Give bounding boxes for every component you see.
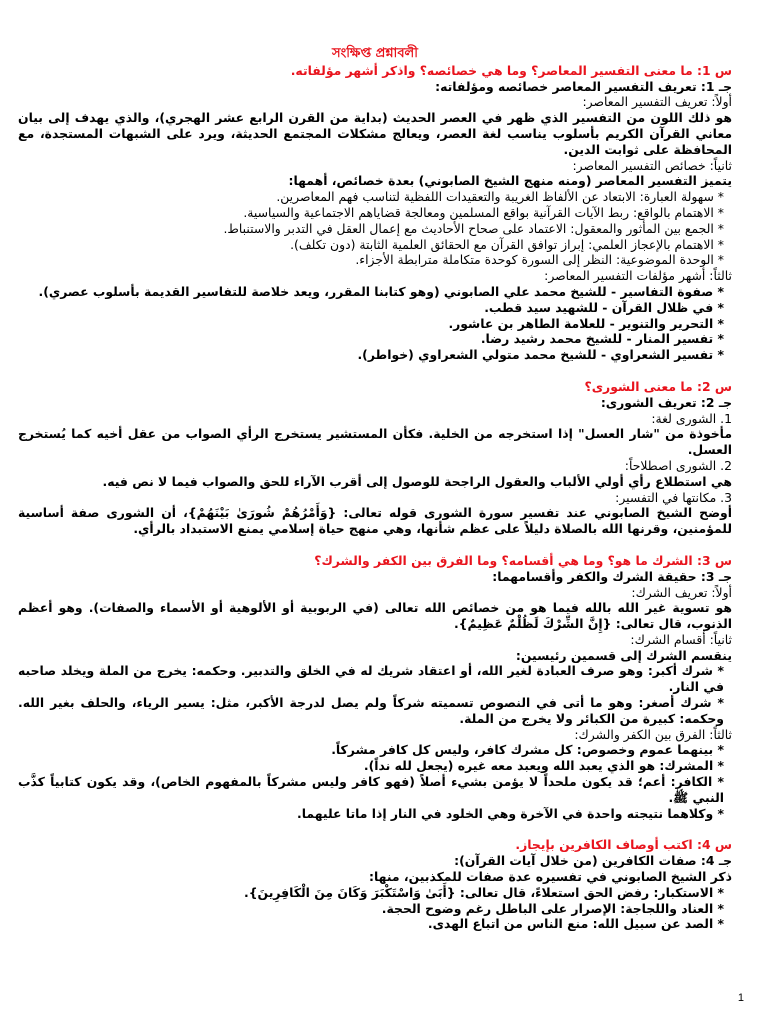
answer-line: * الوحدة الموضوعية: النظر إلى السورة كوحدة متكاملة مترابطة الأجزاء. [355, 252, 724, 268]
answer-line: * سهولة العبارة: الابتعاد عن الألفاظ الغريبة والتعقيدات اللفظية لتناسب فهم المعاصرين. [276, 189, 724, 205]
answer-line: هو ذلك اللون من التفسير الذي ظهر في العصر الحديث (بداية من القرن الرابع عشر الهجري)، والذي يهدف إلى بيان معاني القرآن الكريم بأسلوب يناسب لغة العصر، ويعالج مشكلات المجتمع الحديثة، ويرد على الشبهات المستجدة، مع المحافظة على ثوابت الدين. [18, 110, 732, 157]
answer-line: * وكلاهما نتيجته واحدة في الآخرة وهي الخلود في النار إذا ماتا عليهما. [297, 805, 724, 821]
answer-line: * الاستكبار: رفض الحق استعلاءً، قال تعالى: {أَبَىٰ وَاسْتَكْبَرَ وَكَانَ مِنَ الْكَافِرِينَ}. [244, 884, 724, 900]
answer-line: ذكر الشيخ الصابوني في تفسيره عدة صفات للمكذبين، منها: [369, 869, 732, 885]
answer-heading: جـ 2: تعريف الشورى: [600, 394, 732, 410]
answer-line: * تفسير الشعراوي - للشيخ محمد متولي الشعراوي (خواطر). [357, 347, 724, 363]
answer-line: * العناد واللجاجة: الإصرار على الباطل رغم وضوح الحجة. [381, 900, 724, 916]
answer-heading: جـ 3: حقيقة الشرك والكفر وأقسامهما: [492, 568, 732, 584]
answer-line: * شرك أصغر: وهو ما أتى في النصوص تسميته شركاً ولم يصل لدرجة الأكبر، مثل: يسير الرياء، والحلف بغير الله. وحكمه: كبيرة من الكبائر ولا يخرج من الملة. [18, 695, 724, 726]
answer-line: أوضح الشيخ الصابوني عند تفسير سورة الشورى قوله تعالى: {وَأَمْرُهُمْ شُورَىٰ بَيْنَهُمْ}، أن الشورى صفة أساسية للمؤمنين، وقرنها الله بالصلاة دليلاً على عظم شأنها، وهي منهج حياة إسلامي يمنع الاستبداد بالرأي. [18, 505, 732, 537]
answer-line: يتميز التفسير المعاصر (ومنه منهج الشيخ الصابوني) بعدة خصائص، أهمها: [288, 173, 732, 189]
answer-line: * الصد عن سبيل الله: منع الناس من اتباع الهدى. [427, 916, 724, 932]
answer-line: 1. الشورى لغة: [651, 410, 732, 426]
answer-line: أولاً: تعريف الشرك: [631, 584, 732, 600]
answer-line: 3. مكانتها في التفسير: [615, 489, 732, 505]
document-body [18, 63, 732, 932]
section-spacer [18, 537, 732, 553]
question-heading: س 3: الشرك ما هو؟ وما هي أقسامه؟ وما الفرق بين الكفر والشرك؟ [314, 552, 732, 568]
answer-line: * الاهتمام بالواقع: ربط الآيات القرآنية بواقع المسلمين ومعالجة قضاياهم الاجتماعية والسياسية. [243, 204, 724, 220]
answer-line: أولاً: تعريف التفسير المعاصر: [582, 94, 732, 110]
answer-line: مأخوذة من "شار العسل" إذا استخرجه من الخلية. فكأن المستشير يستخرج الرأي الصواب من عقل أخيه كما يُستخرج العسل. [18, 426, 732, 458]
page-number: 1 [737, 992, 744, 1004]
question-heading: س 2: ما معنى الشورى؟ [584, 378, 732, 394]
question-heading: س 1: ما معنى التفسير المعاصر؟ وما هي خصائصه؟ واذكر أشهر مؤلفاته. [290, 62, 732, 78]
answer-line: ثانياً: أقسام الشرك: [630, 631, 732, 647]
answer-line: هي استطلاع رأي أولي الألباب والعقول الراجحة للوصول إلى أقرب الآراء للحق والصواب فيما لا نص فيه. [102, 473, 732, 489]
section-spacer [18, 821, 732, 837]
answer-line: * الاهتمام بالإعجاز العلمي: إبراز توافق القرآن مع الحقائق العلمية الثابتة (دون تكلف). [290, 236, 724, 252]
answer-heading: جـ 4: صفات الكافرين (من خلال آيات القرآن): [454, 853, 732, 869]
answer-line: * الجمع بين المأثور والمعقول: الاعتماد على صحاح الأحاديث مع إعمال العقل في التدبر والاستنباط. [223, 220, 724, 236]
answer-line: * تفسير المنار - للشيخ محمد رشيد رضا. [480, 331, 724, 347]
answer-line: * صفوة التفاسير - للشيخ محمد علي الصابوني (وهو كتابنا المقرر، ويعد خلاصة للتفاسير القديمة بأسلوب عصري). [38, 283, 724, 299]
answer-line: ثالثاً: الفرق بين الكفر والشرك: [574, 726, 732, 742]
answer-line: * التحرير والتنوير - للعلامة الطاهر بن عاشور. [448, 315, 724, 331]
section-spacer [18, 363, 732, 379]
answer-line: * شرك أكبر: وهو صرف العبادة لغير الله، أو اعتقاد شريك له في الخلق والتدبير. وحكمه: يخرج من الملة ويخلد صاحبه في النار. [18, 663, 724, 695]
answer-line: * بينهما عموم وخصوص: كل مشرك كافر، وليس كل كافر مشركاً. [331, 742, 724, 758]
answer-line: ينقسم الشرك إلى قسمين رئيسين: [515, 647, 732, 663]
answer-line: * المشرك: هو الذي يعبد الله ويعبد معه غيره (يجعل لله نداً). [363, 758, 724, 774]
answer-line: ثالثاً: أشهر مؤلفات التفسير المعاصر: [544, 268, 732, 284]
answer-line: * في ظلال القرآن - للشهيد سيد قطب. [484, 299, 724, 315]
answer-line: * الكافر: أعم؛ قد يكون ملحداً لا يؤمن بشيء أصلاً (فهو كافر وليس مشركاً بالمفهوم الخاص)، وقد يكون كتابياً كذَّب النبي ﷺ. [18, 774, 724, 805]
document-page [18, 46, 732, 932]
page-title: সংক্ষিপ্ত প্রশ্নাবলী [332, 46, 418, 61]
answer-line: ثانياً: خصائص التفسير المعاصر: [572, 157, 732, 173]
answer-heading: جـ 1: تعريف التفسير المعاصر خصائصه ومؤلفاته: [435, 78, 732, 94]
answer-line: هو تسوية غير الله بالله فيما هو من خصائص الله تعالى (في الربوبية أو الألوهية أو الأسماء والصفات). وهو أعظم الذنوب، قال تعالى: {إِنَّ الشِّرْكَ لَظُلْمٌ عَظِيمٌ}. [18, 600, 732, 632]
answer-line: 2. الشورى اصطلاحاً: [624, 457, 732, 473]
question-heading: س 4: اكتب أوصاف الكافرين بإيجاز. [515, 837, 732, 853]
